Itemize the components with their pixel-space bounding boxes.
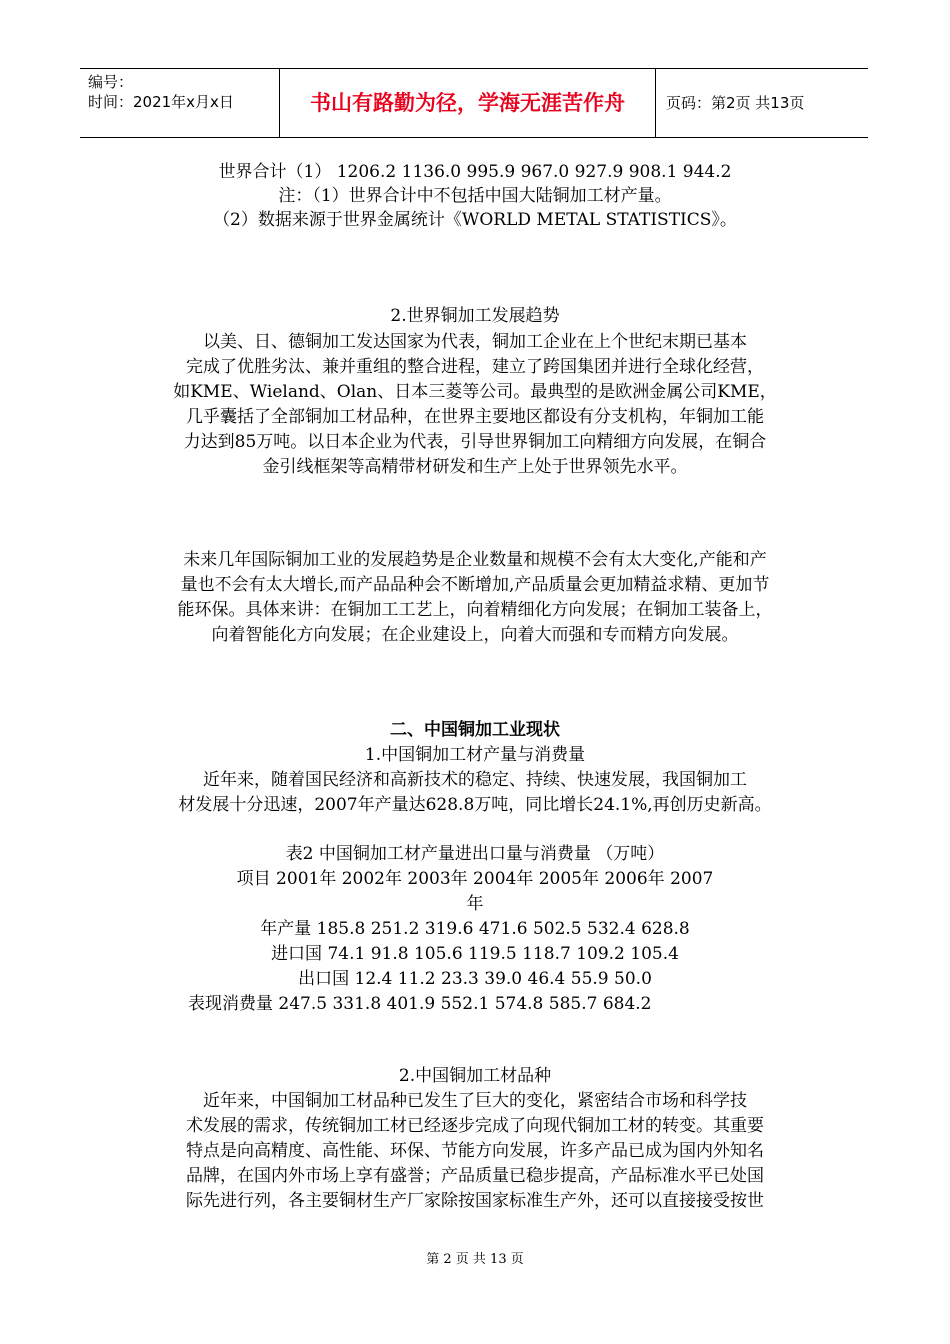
- table-header-row: 项目 2001年 2002年 2003年 2004年 2005年 2006年 2007: [236, 869, 714, 889]
- paragraph-line: 金引线框架等高精带材研发和生产上处于世界领先水平。: [262, 457, 688, 477]
- page-header: [80, 68, 868, 138]
- table-row: 表现消费量 247.5 331.8 401.9 552.1 574.8 585.7 684.2: [188, 994, 652, 1014]
- paragraph-line: 能环保。具体来讲：在铜加工工艺上，向着精细化方向发展；在铜加工装备上，: [177, 600, 773, 620]
- paragraph-line: 力达到85万吨。以日本企业为代表，引导世界铜加工向精细方向发展，在铜合: [183, 432, 767, 452]
- note-2: （2）数据来源于世界金属统计《WORLD METAL STATISTICS》。: [213, 210, 737, 230]
- note-1: 注：（1）世界合计中不包括中国大陆铜加工材产量。: [278, 186, 672, 206]
- paragraph-line: 未来几年国际铜加工业的发展趋势是企业数量和规模不会有太大变化,产能和产: [183, 550, 767, 570]
- paragraph-line: 特点是向高精度、高性能、环保、节能方向发展，许多产品已成为国内外知名: [186, 1141, 764, 1161]
- paragraph-line: 近年来，随着国民经济和高新技术的稳定、持续、快速发展，我国铜加工: [203, 770, 747, 790]
- subsection-title-output: 1.中国铜加工材产量与消费量: [364, 745, 586, 765]
- paragraph-line: 材发展十分迅速，2007年产量达628.8万吨，同比增长24.1%,再创历史新高。: [178, 795, 772, 815]
- part-heading-china: 二、中国铜加工业现状: [390, 720, 560, 740]
- paragraph-line: 际先进行列，各主要铜材生产厂家除按国家标准生产外，还可以直接接受按世: [186, 1191, 764, 1211]
- table-header-wrap: 年: [466, 894, 484, 914]
- table-row: 出口国 12.4 11.2 23.3 39.0 46.4 55.9 50.0: [298, 969, 652, 989]
- code-label: 编号：: [88, 73, 134, 91]
- paragraph-line: 近年来，中国铜加工材品种已发生了巨大的变化，紧密结合市场和科学技: [203, 1091, 747, 1111]
- paragraph-line: 完成了优胜劣汰、兼并重组的整合进程，建立了跨国集团并进行全球化经营，: [186, 357, 764, 377]
- subsection-title-varieties: 2.中国铜加工材品种: [398, 1066, 552, 1086]
- header-page-label: 页码：第2页 共13页: [666, 94, 805, 112]
- world-total-row: 世界合计（1） 1206.2 1136.0 995.9 967.0 927.9 908.1 944.2: [218, 162, 732, 182]
- paragraph-line: 向着智能化方向发展；在企业建设上，向着大而强和专而精方向发展。: [211, 625, 739, 645]
- header-meta: [80, 69, 280, 137]
- table-row: 年产量 185.8 251.2 319.6 471.6 502.5 532.4 628.8: [260, 919, 690, 939]
- paragraph-line: 品牌，在国内外市场上享有盛誉；产品质量已稳步提高，产品标准水平已处国: [186, 1166, 764, 1186]
- section-title-world-trend: 2.世界铜加工发展趋势: [390, 306, 560, 326]
- header-motto: 书山有路勤为径，学海无涯苦作舟: [280, 69, 656, 137]
- paragraph-line: 术发展的需求，传统铜加工材已经逐步完成了向现代铜加工材的转变。其重要: [186, 1116, 764, 1136]
- paragraph-line: 几乎囊括了全部铜加工材品种，在世界主要地区都设有分支机构，年铜加工能: [186, 407, 764, 427]
- page-footer: 第 2 页 共 13 页: [426, 1252, 524, 1267]
- paragraph-line: 如KME、Wieland、Olan、日本三菱等公司。最典型的是欧洲金属公司KME，: [173, 382, 777, 402]
- paragraph-line: 以美、日、德铜加工发达国家为代表，铜加工企业在上个世纪末期已基本: [203, 332, 747, 352]
- table-title: 表2 中国铜加工材产量进出口量与消费量 （万吨）: [285, 844, 665, 864]
- table-row: 进口国 74.1 91.8 105.6 119.5 118.7 109.2 105.4: [271, 944, 679, 964]
- date-label: 时间：2021年x月x日: [88, 93, 234, 111]
- paragraph-line: 量也不会有太大增长,而产品品种会不断增加,产品质量会更加精益求精、更加节: [180, 575, 770, 595]
